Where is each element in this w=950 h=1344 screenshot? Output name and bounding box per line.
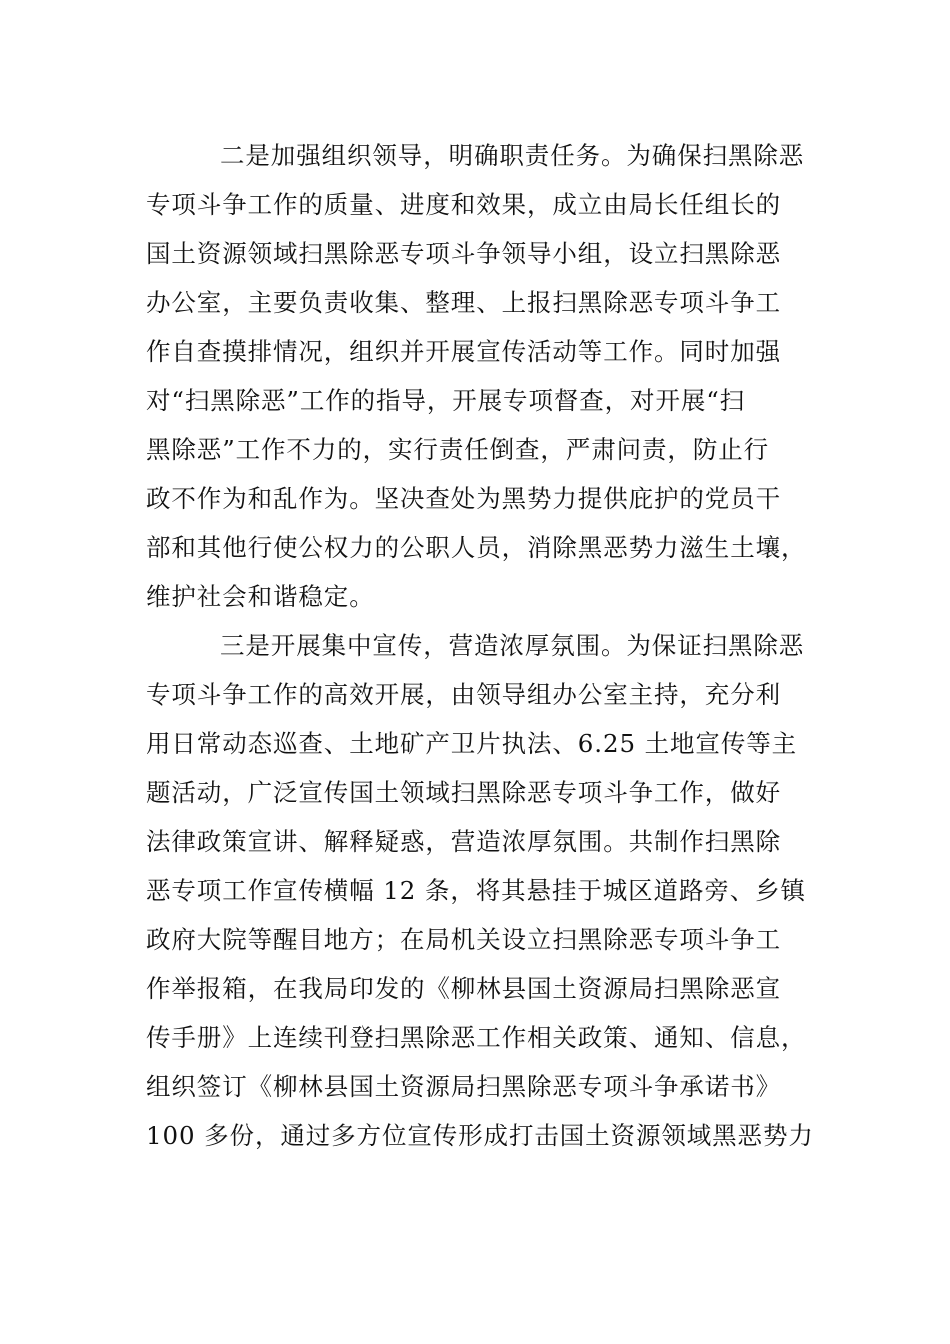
text-line: 对“扫黑除恶”工作的指导，开展专项督查，对开展“扫 [146,386,746,415]
text-line: 专项斗争工作的质量、进度和效果，成立由局长任组长的 [146,190,781,219]
text-line: 作举报箱，在我局印发的《柳林县国土资源局扫黑除恶宣 [146,974,781,1003]
document-body [146,131,814,1160]
text-line: 部和其他行使公权力的公职人员，消除黑恶势力滋生土壤， [146,533,807,562]
text-line: 恶专项工作宣传横幅 12 条，将其悬挂于城区道路旁、乡镇 [146,876,806,905]
text-line: 100 多份，通过多方位宣传形成打击国土资源领域黑恶势力 [146,1121,814,1150]
text-line: 组织签订《柳林县国土资源局扫黑除恶专项斗争承诺书》 [146,1072,781,1101]
text-line: 政不作为和乱作为。坚决查处为黑势力提供庇护的党员干 [146,484,781,513]
text-line: 作自查摸排情况，组织并开展宣传活动等工作。同时加强 [146,337,781,366]
text-line: 维护社会和谐稳定。 [146,582,375,611]
text-line: 办公室，主要负责收集、整理、上报扫黑除恶专项斗争工 [146,288,781,317]
text-line: 二是加强组织领导，明确职责任务。为确保扫黑除恶 [220,141,805,170]
text-line: 专项斗争工作的高效开展，由领导组办公室主持，充分利 [146,680,781,709]
text-line: 题活动，广泛宣传国土领域扫黑除恶专项斗争工作，做好 [146,778,781,807]
text-line: 法律政策宣讲、解释疑惑，营造浓厚氛围。共制作扫黑除 [146,827,781,856]
text-line: 政府大院等醒目地方；在局机关设立扫黑除恶专项斗争工 [146,925,781,954]
paragraph-3 [146,621,814,1160]
text-line: 国土资源领域扫黑除恶专项斗争领导小组，设立扫黑除恶 [146,239,781,268]
text-line: 黑除恶”工作不力的，实行责任倒查，严肃问责，防止行 [146,435,770,464]
text-line: 三是开展集中宣传，营造浓厚氛围。为保证扫黑除恶 [220,631,805,660]
paragraph-2 [146,131,806,621]
text-line: 用日常动态巡查、土地矿产卫片执法、6.25 土地宣传等主 [146,729,798,758]
text-line: 传手册》上连续刊登扫黑除恶工作相关政策、通知、信息， [146,1023,807,1052]
